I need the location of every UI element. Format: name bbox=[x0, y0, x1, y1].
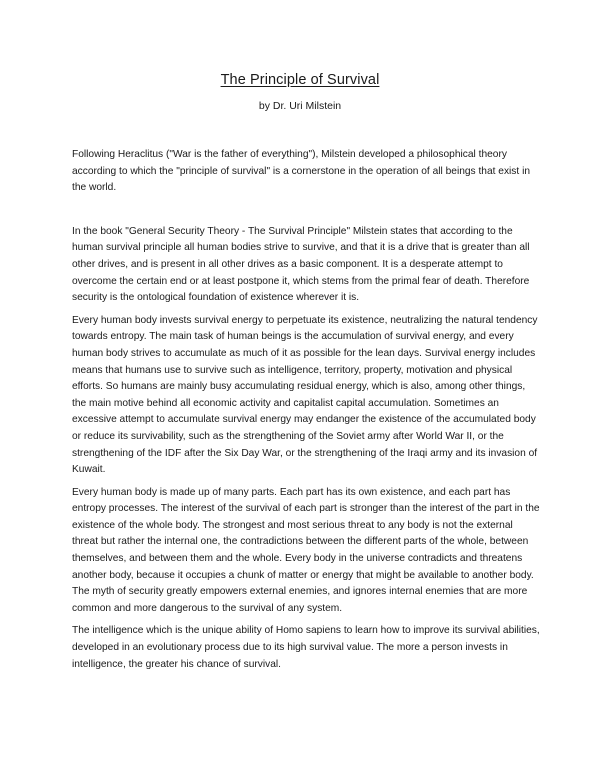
paragraph-general-security-theory: In the book "General Security Theory - The Survival Principle" Milstein states that according to the human survival principle all human bodies strive to survive, and that it is a drive that is greater than all other drives, and is present in all other drives as a basic component. It is a desperate attempt to overcome the certain end or at least postpone it, which stems from the primal fear of death. Therefore security is the ontological foundation of existence wherever it is. bbox=[72, 225, 530, 304]
paragraph-intelligence: The intelligence which is the unique ability of Homo sapiens to learn how to improve its survival abilities, developed in an evolutionary process due to its high survival value. The more a person invests in intelligence, the greater his chance of survival. bbox=[72, 625, 540, 670]
document-title: The Principle of Survival bbox=[220, 72, 380, 88]
document-author: by Dr. Uri Milstein bbox=[258, 100, 342, 112]
document-body bbox=[72, 147, 540, 673]
paragraph-body-parts: Every human body is made up of many parts. Each part has its own existence, and each part has entropy processes. The interest of the survival of each part is stronger than the interest of the part in the existence of the whole body. The strongest and most serious threat to any body is not the external threat but rather the internal one, the contradictions between the different parts of the whole, between themselves, and between them and the whole. Every body in the universe contradicts and threatens another body, because it occupies a chunk of matter or energy that might be available to another body. The myth of security greatly empowers external enemies, and ignores internal enemies that are more common and more dangerous to the survival of any system. bbox=[72, 486, 540, 614]
paragraph-survival-energy: Every human body invests survival energy to perpetuate its existence, neutralizing the natural tendency towards entropy. The main task of human beings is the accumulation of survival energy, and every human body strives to accumulate as much of it as possible for the lean days. Survival energy includes means that humans use to survive such as intelligence, territory, property, motivation and physical efforts. So humans are mainly busy accumulating residual energy, which is also, among other things, the main motive behind all economic activity and capitalist capital accumulation. Sometimes an excessive attempt to accumulate survival energy may endanger the existence of the accumulated body or reduce its survivability, such as the strengthening of the Soviet army after World War II, or the strengthening of the IDF after the Six Day War, or the strengthening of the Iraqi army and its invasion of Kuwait. bbox=[72, 314, 538, 476]
paragraph-intro: Following Heraclitus ("War is the father of everything"), Milstein developed a philosophical theory according to which the "principle of survival" is a cornerstone in the operation of all beings that exist in the world. bbox=[72, 149, 530, 194]
